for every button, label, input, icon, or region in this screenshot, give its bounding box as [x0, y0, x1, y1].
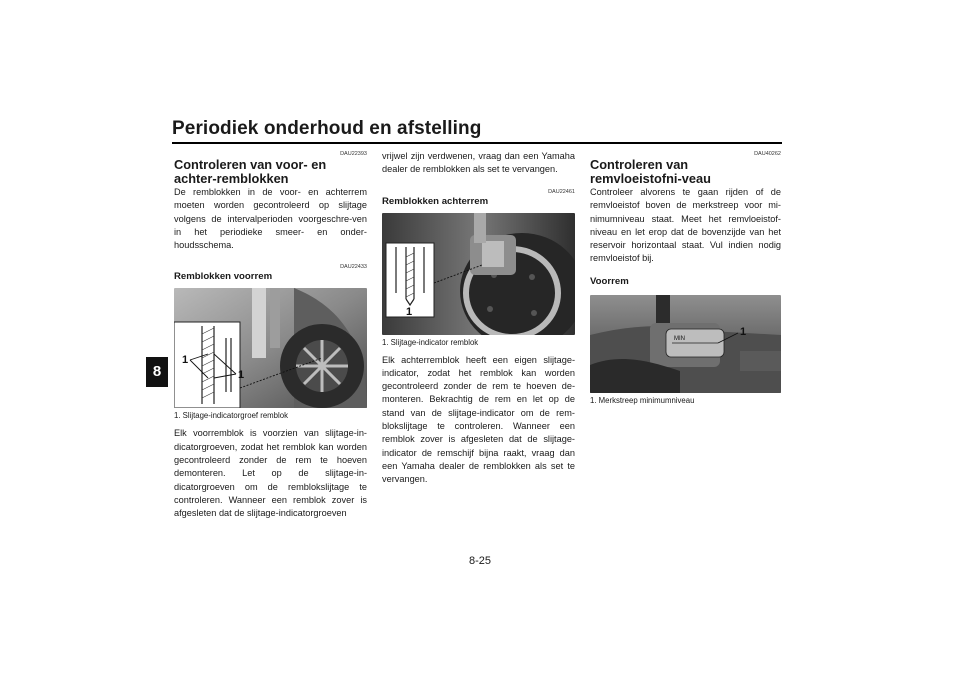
- body-paragraph: Elk voorremblok is voorzien van slijtage-in-dicatorgroeven, zodat het remblok kan worden gecontroleerd zonder de rem te hoeven demonteren. Let op de slijtage-in-dicatorgroeven om de remblokslijtage te controleren. Wanneer een remblok zover is afgesleten dat de slijtage-indicatorgroeven: [174, 428, 367, 519]
- reference-code: DAU40262: [754, 151, 781, 157]
- brake-fluid-reservoir-photo: [590, 295, 781, 393]
- page-header-title: Periodiek onderhoud en afstelling: [172, 118, 482, 139]
- subheading: Voorrem: [590, 275, 629, 287]
- min-mark-label: MIN: [674, 335, 685, 342]
- column-front-brake-pads: [174, 150, 367, 521]
- body-paragraph: Controleer alvorens te gaan rijden of de remvloeistof boven de merkstreep voor mi-nimumniveau staat. Meet het remvloeistof-niveau en let erop dat de bovenzijde van het reservoir horizontaal staat. Vul indien nodig remvloeistof bij.: [590, 187, 781, 264]
- column-rear-brake-pads: [382, 150, 575, 487]
- figure-caption: 1. Merkstreep minimumniveau: [590, 395, 695, 405]
- figure-label: 1: [238, 369, 245, 382]
- subheading: Remblokken voorrem: [174, 271, 273, 283]
- reference-code: DAU22461: [548, 188, 575, 195]
- section-heading: Controleren van voor- en achter-remblokken: [174, 157, 327, 186]
- continuation-paragraph: vrijwel zijn verdwenen, vraag dan een Yamaha dealer de remblokken als set te vervangen.: [382, 151, 575, 175]
- rear-brake-photo: [382, 213, 575, 335]
- figure-label: 1: [740, 325, 747, 338]
- figure-caption: 1. Slijtage-indicator remblok: [382, 337, 479, 347]
- figure-caption: 1. Slijtage-indicatorgroef remblok: [174, 411, 288, 421]
- subheading: Remblokken achterrem: [382, 195, 489, 207]
- body-paragraph: Elk achterremblok heeft een eigen slijtage-indicator, zodat het remblok kan worden gecontroleerd zonder de rem te hoeven de-monteren. Bekrachtig de rem en let op de stand van de slijtage-indicator om de rem-blokslijtage te controleren. Wanneer een remblok zover is afgesleten dat de slijtage-indicator de remschijf bijna raakt, vraag dan een Yamaha dealer de remblokken als set te vervangen.: [382, 354, 575, 485]
- front-brake-photo: [174, 288, 367, 408]
- figure-label: 1: [406, 305, 413, 318]
- header-rule: [172, 142, 782, 144]
- reference-code: DAU22433: [340, 264, 367, 271]
- section-heading: Controleren van remvloeistofni-veau: [590, 157, 711, 186]
- reference-code: DAU22393: [340, 151, 367, 157]
- intro-paragraph: De remblokken in de voor- en achterrem moeten worden gecontroleerd op slijtage volgens de intervalperioden voorgeschre-ven in het periodieke smeer- en onder-houdsschema.: [174, 187, 367, 251]
- section-tab: 8: [146, 357, 168, 387]
- figure-label: 1: [182, 354, 189, 367]
- column-brake-fluid-level: [590, 150, 781, 406]
- page-number: 8-25: [468, 555, 492, 567]
